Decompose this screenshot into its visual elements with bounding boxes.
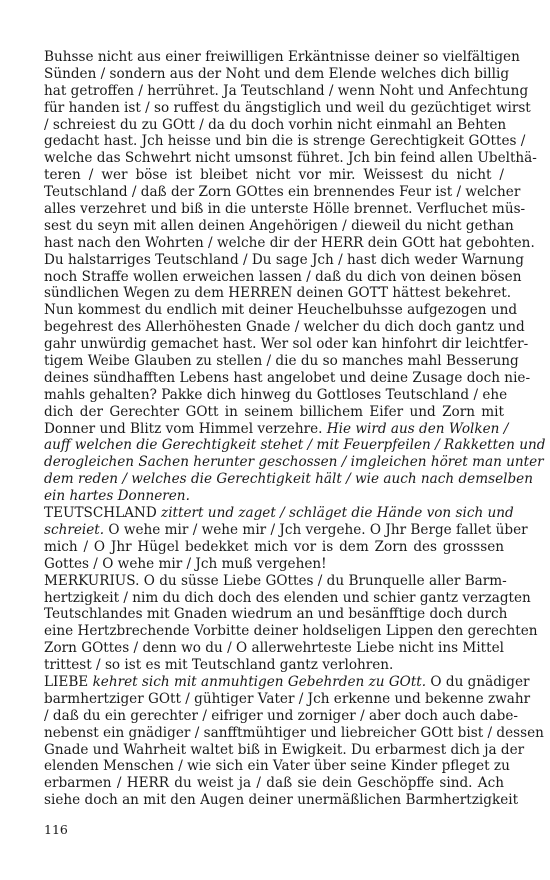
text-line	[44, 116, 507, 134]
text-line	[44, 471, 533, 488]
line-text: alles verzehret und biß in die unterste Hölle brennet. Verfluchet müs-	[44, 201, 526, 218]
text-line	[44, 201, 526, 218]
stage-direction-text: derogleichen Sachen herunter geschossen / imgleichen höret man unter	[44, 454, 544, 471]
text-line	[44, 251, 524, 269]
text-line	[44, 302, 518, 319]
text-line	[44, 65, 510, 83]
line-text: MERKURIUS. O du süsse Liebe GOttes / du Brunquelle aller Barm-	[44, 572, 507, 589]
text-line	[44, 640, 504, 657]
line-text: Buhsse nicht aus einer freiwilligen Erkäntnisse deiner so vielfältigen	[44, 49, 520, 65]
text-line	[44, 285, 512, 302]
text-line	[44, 539, 504, 556]
text-line	[44, 150, 537, 167]
line-text: teren / wer böse ist bleibet nicht vor mir. Weissest du nicht /	[44, 167, 504, 184]
text-line	[44, 505, 514, 522]
stage-direction-text: Hie wird aus den Wolken /	[326, 420, 509, 437]
text-line	[44, 386, 508, 404]
line-text: erbarmen / HERR du weist ja / daß sie dein Geschöpffe sind. Ach	[44, 775, 504, 792]
line-text: gahr unwürdig gemachet hast. Wer sol oder kan hinfohrt dir leichtfer-	[44, 336, 529, 353]
line-text: Gottes / O wehe mir / Jch muß vergehen!	[44, 555, 327, 572]
line-text: Donner und Blitz vom Himmel verzehre.	[44, 420, 327, 437]
line-text: gedacht hast. Jch heisse und bin die is strenge Gerechtigkeit GOttes /	[44, 133, 526, 150]
line-text: deines sündhafften Lebens hast angelobet und deine Zusage doch nie-	[44, 369, 531, 386]
text-line	[44, 707, 518, 725]
text-line	[44, 589, 531, 607]
text-line	[44, 437, 546, 454]
text-line	[44, 454, 544, 471]
text-line	[44, 319, 525, 336]
text-line	[44, 353, 519, 370]
text-line	[44, 488, 504, 505]
page-number: 116	[44, 822, 68, 837]
line-text: Teutschlandes mit Gnaden wiedrum an und besänfftige doch durch	[44, 606, 508, 623]
text-line	[44, 521, 528, 539]
text-line	[44, 369, 531, 387]
line-text: elenden Menschen / wie sich ein Vater über seine Kinder pfleget zu	[44, 758, 510, 775]
line-text: Gnade und Wahrheit waltet biß in Ewigkeit. Du erbarmest dich ja der	[44, 741, 525, 758]
text-line	[44, 49, 520, 66]
line-text: O wehe mir / wehe mir / Jch vergehe. O Jhr Berge fallet über	[104, 521, 528, 538]
line-text: Nun kommest du endlich mit deiner Heuchelbuhsse aufgezogen und	[44, 302, 518, 319]
stage-direction-text: auff welchen die Gerechtigkeit stehet / mit Feuerpfeilen / Rakketten und	[44, 437, 546, 454]
line-text: Zorn GOttes / denn wo du / O allerwehrteste Liebe nicht ins Mittel	[44, 640, 504, 657]
stage-direction-text: zittert und zaget / schläget die Hände von sich und	[161, 505, 514, 522]
text-line	[44, 404, 504, 421]
text-line	[44, 572, 507, 590]
stage-direction-text: dem reden / welches die Gerechtigkeit hält / wie auch nach demselben	[44, 471, 533, 488]
text-line	[44, 420, 509, 438]
line-text: für handen ist / so ruffest du ängstiglich und weil du gezüchtiget wirst	[44, 99, 531, 116]
line-text: eine Hertzbrechende Vorbitte deiner holdseligen Lippen den gerechten	[44, 623, 538, 640]
text-line	[44, 234, 535, 252]
line-text: / daß du ein gerechter / eifriger und zorniger / aber doch auch dabe-	[44, 707, 518, 724]
text-line	[44, 623, 538, 640]
line-text: Teutschland / daß der Zorn GOttes ein brennendes Feur ist / welcher	[44, 184, 521, 201]
stage-direction-text: kehret sich mit anmuhtigen Gebehrden zu GOtt.	[92, 673, 427, 690]
text-line	[44, 690, 531, 708]
text-line	[44, 657, 504, 674]
body-text	[44, 49, 546, 809]
text-line	[44, 792, 519, 809]
text-line	[44, 99, 531, 117]
text-line	[44, 336, 529, 353]
line-text: mahls gehalten? Pakke dich hinweg du Gottloses Teutschland / ehe	[44, 386, 508, 403]
line-text: sündlichen Wegen zu dem HERREN deinen GOTT hättest bekehret.	[44, 285, 512, 302]
line-text: O du gnädiger	[426, 673, 530, 690]
text-line	[44, 217, 514, 235]
line-text: TEUTSCHLAND	[44, 505, 162, 522]
text-line	[44, 724, 544, 742]
line-text: Du halstarriges Teutschland / Du sage Jch / hast dich weder Warnung	[44, 251, 524, 268]
line-text: trittest / so ist es mit Teutschland gantz verlohren.	[44, 657, 394, 674]
text-line	[44, 758, 510, 775]
line-text: tigem Weibe Glauben zu stellen / die du so manches mahl Besserung	[44, 353, 519, 370]
line-text: dich der Gerechter GOtt in seinem billichem Eifer und Zorn mit	[44, 403, 504, 420]
text-line	[44, 673, 530, 691]
text-line	[44, 775, 504, 792]
text-line	[44, 184, 521, 201]
stage-direction-text: ein hartes Donneren.	[44, 488, 190, 505]
line-text: noch Straffe wollen erweichen lassen / daß du dich von deinen bösen	[44, 268, 522, 285]
line-text: hertzigkeit / nim du dich doch des elenden und schier gantz verzagten	[44, 589, 531, 606]
line-text: sest du seyn mit allen deinen Angehörigen / dieweil du nicht gethan	[44, 217, 514, 234]
line-text: begehrest des Allerhöhesten Gnade / welcher du dich doch gantz und	[44, 319, 525, 336]
text-line	[44, 133, 526, 150]
text-line	[44, 167, 504, 184]
text-line	[44, 82, 529, 100]
line-text: hast nach den Wohrten / welche dir der HERR dein GOtt hat gebohten.	[44, 234, 535, 251]
line-text: nebenst ein gnädiger / sanfftmühtiger und liebreicher GOtt bist / dessen	[44, 724, 544, 741]
line-text: Sünden / sondern aus der Noht und dem Elende welches dich billig	[44, 65, 510, 82]
line-text: mich / O Jhr Hügel bedekket mich vor is dem Zorn des grosssen	[44, 538, 504, 555]
line-text: barmhertziger GOtt / gühtiger Vater / Jch erkenne und bekenne zwahr	[44, 690, 531, 707]
line-text: welche das Schwehrt nicht umsonst führet. Jch bin feind allen Ubelthä-	[44, 150, 537, 167]
line-text: LIEBE	[44, 673, 93, 690]
stage-direction-text: schreiet.	[44, 521, 105, 538]
line-text: hat getroffen / herrühret. Ja Teutschland / wenn Noht und Anfechtung	[44, 82, 529, 99]
line-text: siehe doch an mit den Augen deiner unermäßlichen Barmhertzigkeit	[44, 792, 519, 809]
text-line	[44, 268, 522, 286]
text-line	[44, 741, 525, 759]
text-line	[44, 606, 508, 623]
text-line	[44, 556, 504, 573]
line-text: / schreiest du zu GOtt / da du doch vorhin nicht einmahl an Behten	[44, 116, 507, 133]
